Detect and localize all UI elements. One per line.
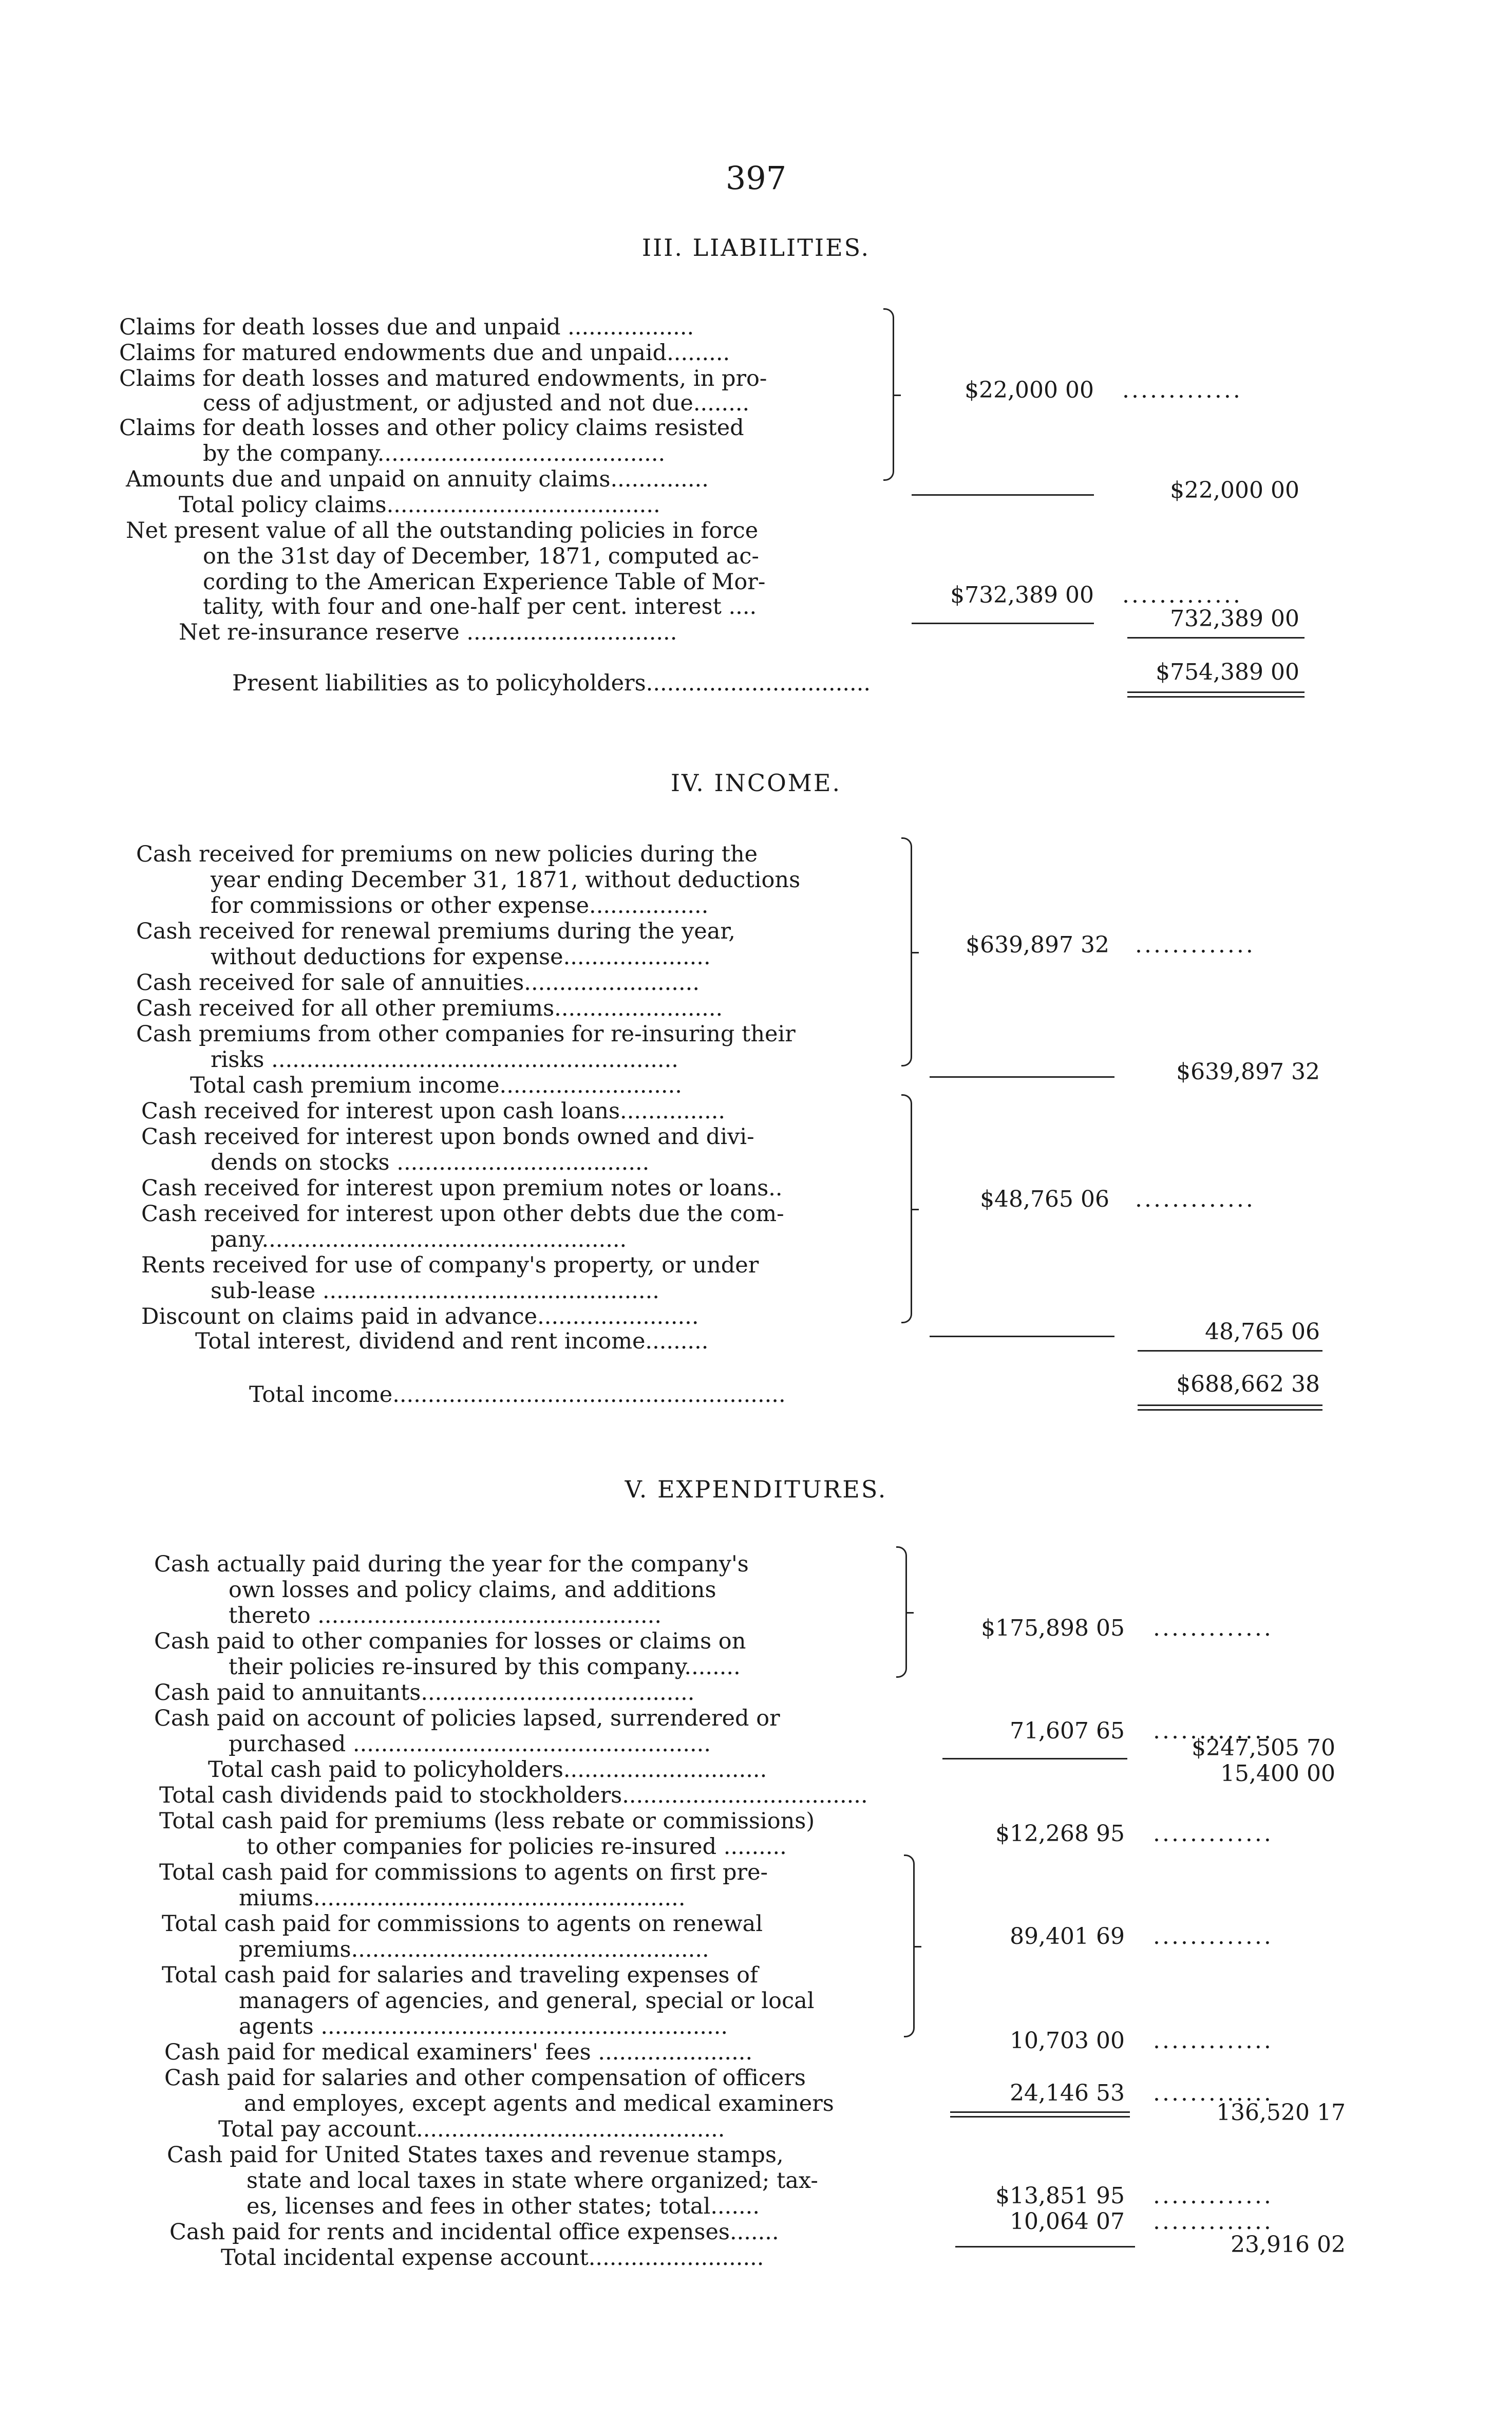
expenditures-line: purchased ................................................... [229,1731,711,1757]
salaries-officers: 24,146 53 [1010,2080,1125,2106]
expenditures-line: Cash paid on account of policies lapsed, surrendered or [154,1706,780,1731]
expenditures-line: Total cash dividends paid to stockholders................................... [159,1783,868,1808]
leader-dots: ............. [1153,2028,1273,2054]
expenditures-line: Total cash paid for commissions to agents on first pre- [159,1860,768,1885]
rents-incidental: 10,064 07 [1010,2208,1125,2235]
liabilities-line: Claims for death losses due and unpaid .................. [119,314,694,340]
income-line: Cash received for interest upon bonds owned and divi- [141,1124,754,1150]
expenditures-line: Total cash paid for commissions to agents on renewal [162,1911,763,1937]
interest-subtotal: $48,765 06 [980,1186,1109,1212]
liabilities-line: on the 31st day of December, 1871, computed ac- [203,544,759,569]
expenditures-heading: V. EXPENDITURES. [625,1475,887,1503]
leader-dots: ............. [1122,377,1242,403]
expenditures-line: and employes, except agents and medical examiners [244,2091,834,2116]
expenditures-line: thereto ................................................. [229,1603,662,1628]
net-reinsurance-reserve: 732,389 00 [1170,606,1299,632]
liabilities-line: Net present value of all the outstanding policies in force [126,518,759,544]
income-line: risks .......................................................... [211,1047,678,1073]
rule [1138,1350,1322,1352]
total-policy-claims: $22,000 00 [1170,477,1299,503]
total-paid-to-policyholders: $247,505 70 [1192,1735,1335,1761]
total-cash-premium-income: $639,897 32 [1176,1059,1320,1085]
expenditures-line: managers of agencies, and general, special or local [239,1988,815,2014]
leader-dots: ............. [1153,1821,1273,1847]
income-line: dends on stocks .................................... [211,1150,650,1175]
losses-brace [896,1546,907,1678]
lapsed-policies: 71,607 65 [1010,1718,1125,1744]
expenditures-line: Total cash paid for premiums (less rebate or commissions) [159,1808,815,1834]
expenditures-line: Cash paid to other companies for losses or claims on [154,1628,746,1654]
leader-dots: ............. [1153,2080,1273,2106]
taxes: $13,851 95 [995,2183,1125,2209]
income-line: Total interest, dividend and rent income......... [195,1328,709,1354]
medical-examiners: 10,703 00 [1010,2028,1125,2054]
claims-subtotal: $22,000 00 [965,377,1094,403]
interest-brace [901,1094,912,1323]
income-line: sub-lease ................................................ [211,1278,659,1304]
expenditures-line: Cash paid for rents and incidental office expenses....... [169,2219,779,2245]
expenditures-line: Cash actually paid during the year for the company's [154,1551,749,1577]
income-line: without deductions for expense..................... [211,944,711,970]
total-pay-account: 136,520 17 [1216,2100,1346,2126]
liabilities-line: cording to the American Experience Table of Mor- [203,569,766,595]
income-line: Cash received for interest upon cash loans............... [141,1098,726,1124]
income-line: Cash received for all other premiums........................ [136,996,723,1021]
expenditures-line: miums..................................................... [239,1885,686,1911]
expenditures-line: state and local taxes in state where organized; tax- [247,2168,818,2194]
page-number: 397 [725,159,787,197]
leader-dots: ............. [1153,1615,1273,1641]
income-line: year ending December 31, 1871, without deductions [211,867,801,893]
income-line: for commissions or other expense................. [211,893,709,919]
rule [912,494,1094,496]
expenditures-line: own losses and policy claims, and additions [229,1577,716,1603]
income-line: Cash received for sale of annuities......................... [136,970,700,996]
expenditures-line: Cash paid for salaries and other compensation of officers [164,2065,806,2091]
commissions-subtotal: 89,401 69 [1010,1923,1125,1950]
liabilities-line: by the company......................................... [203,441,666,466]
liabilities-brace [883,308,894,481]
income-line: Discount on claims paid in advance....................... [141,1304,699,1329]
total-income: $688,662 38 [1176,1371,1320,1397]
double-rule [1138,1404,1322,1411]
expenditures-line: Cash paid to annuitants....................................... [154,1680,695,1706]
expenditures-line: to other companies for policies re-insured ......... [247,1834,787,1860]
income-line: Cash received for renewal premiums during the year, [136,919,735,944]
expenditures-line: premiums................................................... [239,1937,709,1962]
liabilities-line: Net re-insurance reserve .............................. [179,620,677,645]
liabilities-line: Total policy claims....................................... [179,492,660,518]
expenditures-line: es, licenses and fees in other states; total....... [247,2194,760,2219]
liabilities-line: tality, with four and one-half per cent. interest .... [203,594,757,620]
income-line: Cash received for premiums on new policies during the [136,841,758,867]
leader-dots: ............. [1153,2183,1273,2209]
income-line: Rents received for use of company's property, or under [141,1252,759,1278]
liabilities-line: Claims for matured endowments due and unpaid......... [119,340,730,366]
net-present-value: $732,389 00 [950,582,1094,608]
income-line: Cash received for interest upon other debts due the com- [141,1201,784,1227]
leader-dots: ............. [1122,582,1242,608]
commissions-brace [904,1855,915,2037]
losses-subtotal: $175,898 05 [981,1615,1125,1641]
double-rule [1127,691,1305,698]
double-rule [950,2111,1130,2118]
expenditures-line: Total incidental expense account......................... [221,2245,764,2271]
expenditures-line: Total pay account............................................ [218,2116,725,2142]
expenditures-line: Total cash paid to policyholders............................. [208,1757,767,1783]
leader-dots: ............. [1135,1186,1255,1212]
liabilities-line: Present liabilities as to policyholders................................ [232,670,871,696]
liabilities-line: Claims for death losses and matured endowments, in pro- [119,366,767,391]
leader-dots: ............. [1135,932,1255,958]
expenditures-line: agents .......................................................... [239,2014,728,2039]
expenditures-line: Cash paid for medical examiners' fees ...................... [164,2039,753,2065]
liabilities-line: Amounts due and unpaid on annuity claims.............. [126,466,709,492]
expenditures-line: Total cash paid for salaries and traveling expenses of [162,1962,758,1988]
rule [955,2246,1135,2247]
rule [912,623,1094,624]
income-line: Total cash premium income.......................... [190,1073,682,1098]
liabilities-line: Claims for death losses and other policy claims resisted [119,415,744,441]
liabilities-line: cess of adjustment, or adjusted and not due........ [203,390,750,416]
income-line: Total income........................................................ [249,1382,786,1408]
leader-dots: ............. [1153,1718,1273,1744]
rule [930,1336,1114,1337]
leader-dots: ............. [1153,1923,1273,1950]
premiums-brace [901,837,912,1066]
rule [930,1076,1114,1078]
expenditures-line: Cash paid for United States taxes and revenue stamps, [167,2142,784,2168]
income-line: Cash premiums from other companies for re-insuring their [136,1021,796,1047]
premiums-subtotal: $639,897 32 [966,932,1109,958]
liabilities-heading: III. LIABILITIES. [641,234,871,261]
income-line: Cash received for interest upon premium notes or loans.. [141,1175,783,1201]
dividends: 15,400 00 [1220,1760,1335,1787]
expenditures-line: their policies re-insured by this company........ [229,1654,741,1680]
total-incidental: 23,916 02 [1231,2232,1346,2258]
rule [942,1758,1127,1759]
income-line: pany.................................................... [211,1227,627,1252]
leader-dots: ............. [1153,2208,1273,2235]
present-liabilities: $754,389 00 [1156,659,1299,685]
income-heading: IV. INCOME. [670,769,842,797]
reinsurance-premiums: $12,268 95 [995,1821,1125,1847]
total-interest-income: 48,765 06 [1205,1319,1320,1345]
rule [1127,637,1305,639]
